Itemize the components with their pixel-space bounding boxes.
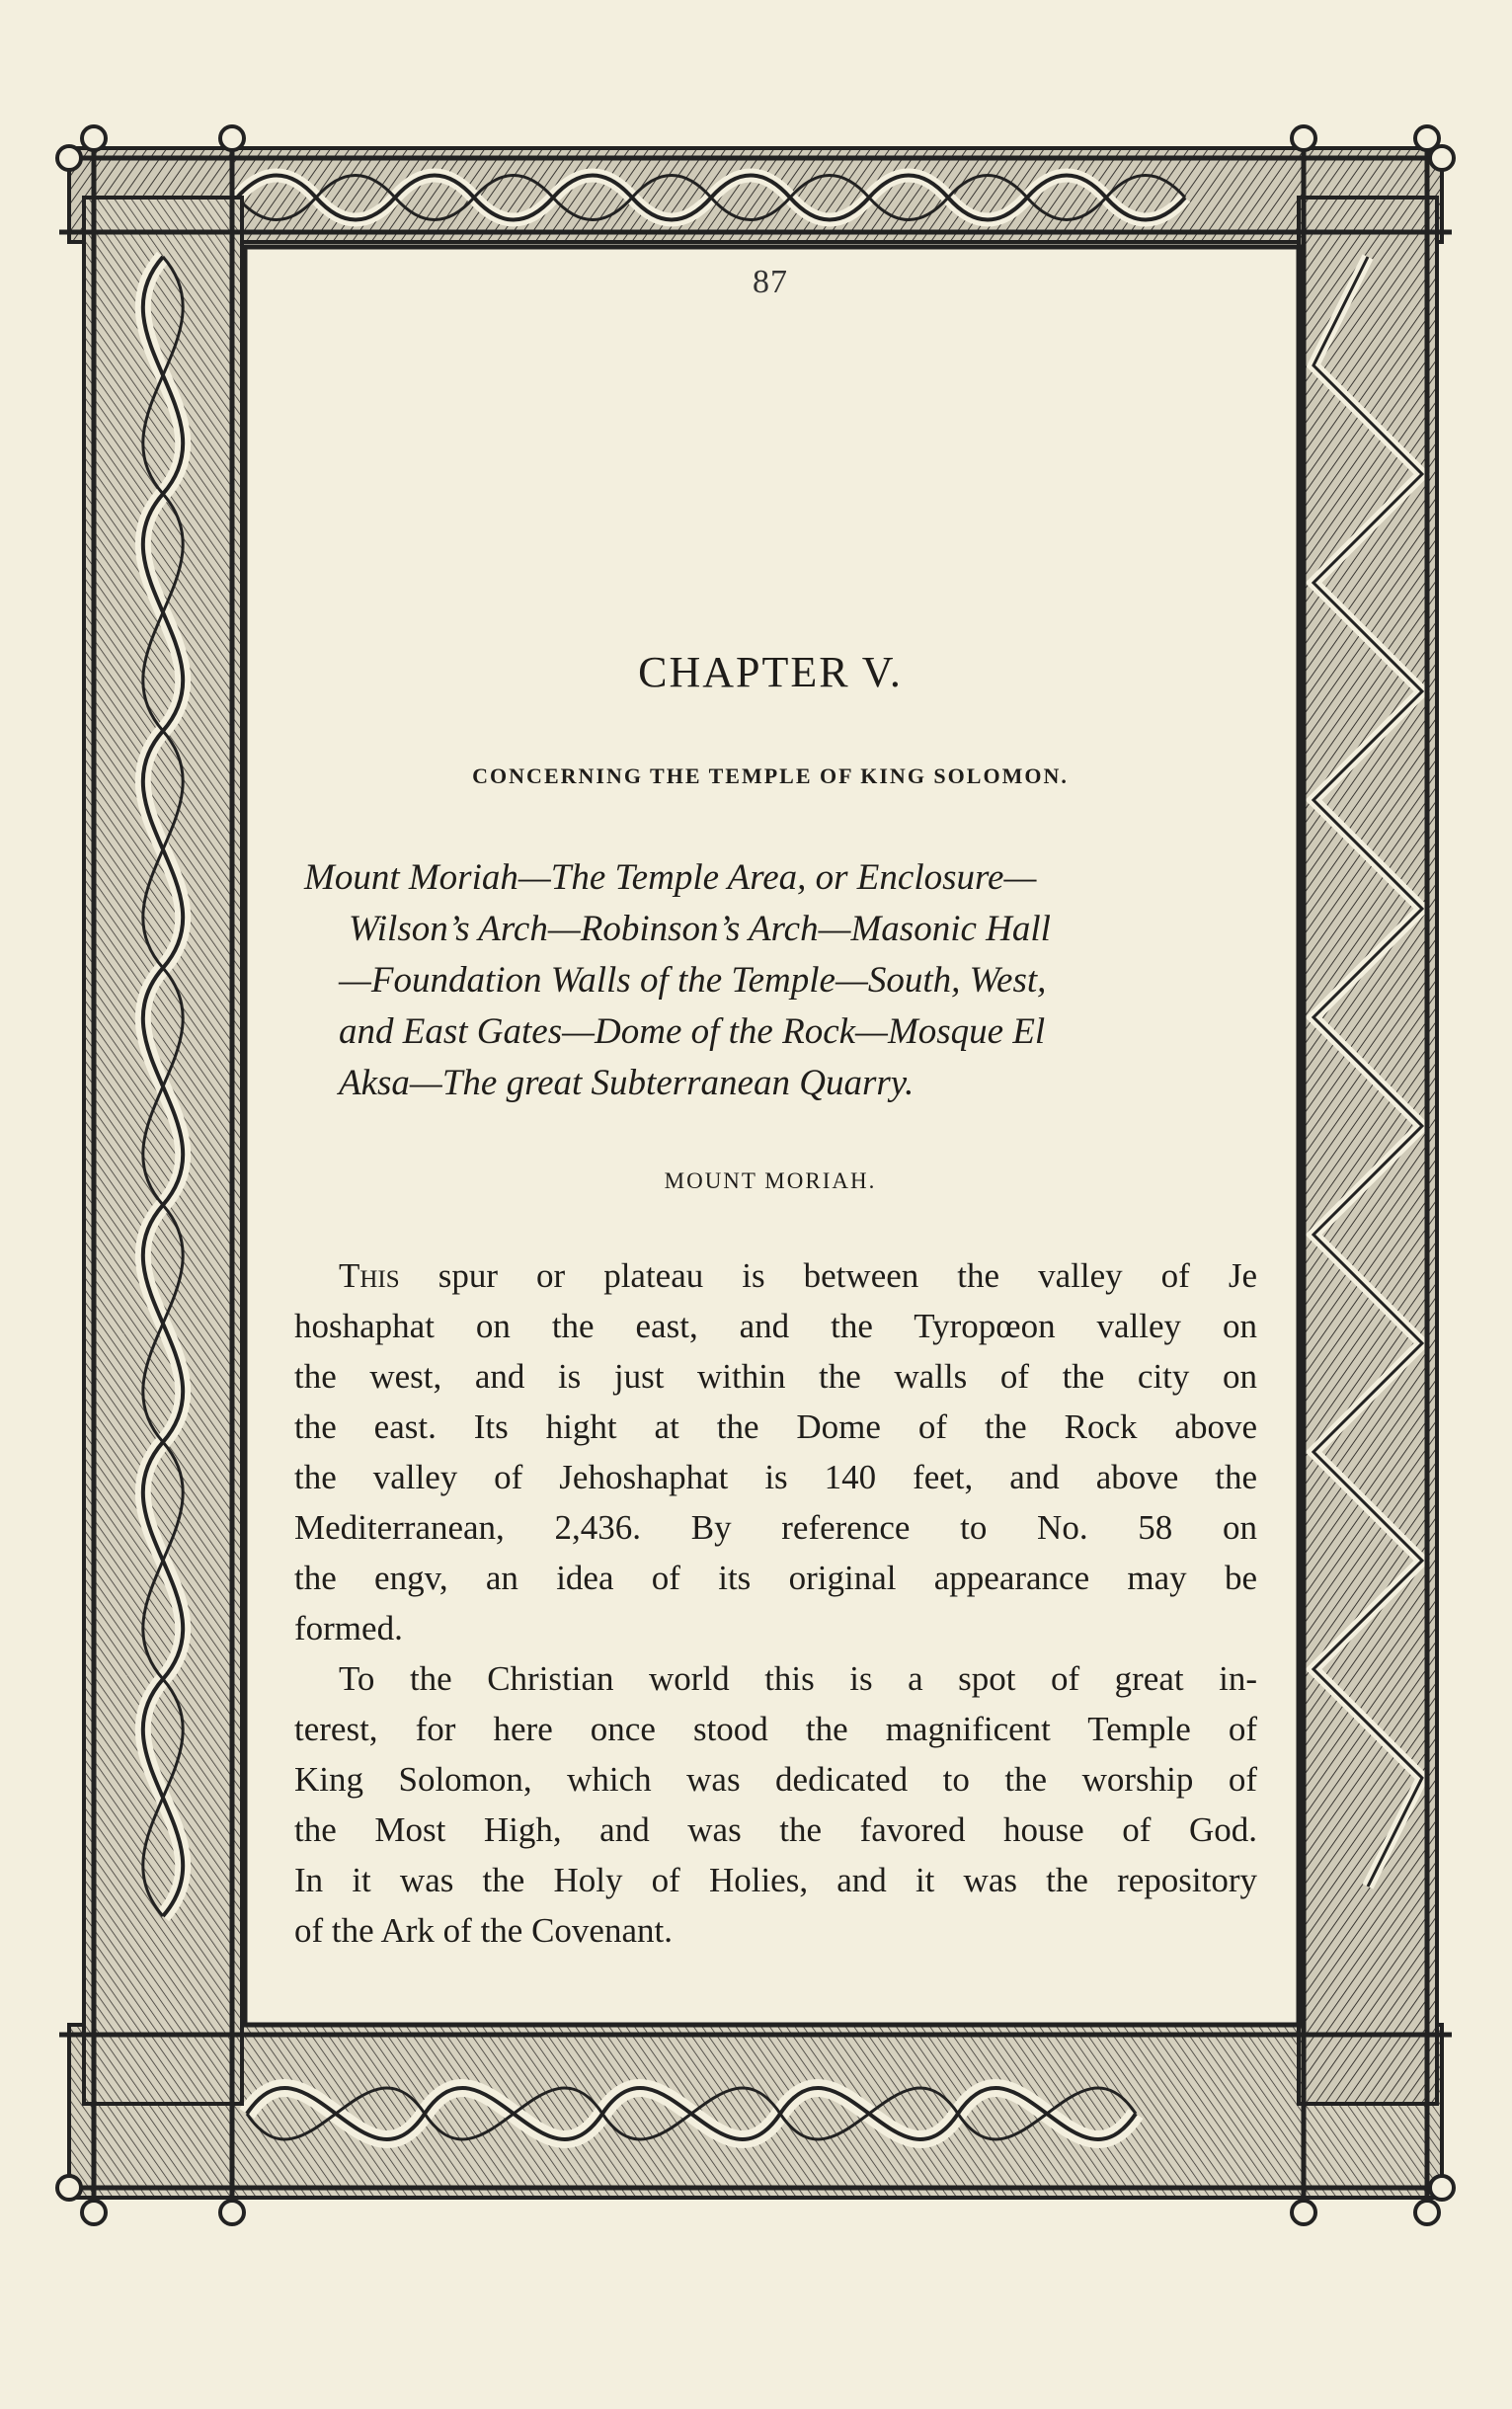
bottom-border-band bbox=[69, 2025, 1442, 2198]
chapter-title: CHAPTER V. bbox=[638, 648, 903, 696]
left-border-column bbox=[84, 198, 242, 2104]
paragraph-line: the west, and is just within the walls of the city on bbox=[294, 1357, 1257, 1396]
synopsis-line: Mount Moriah—The Temple Area, or Enclosure— bbox=[304, 857, 1037, 898]
right-border-column bbox=[1299, 198, 1437, 2104]
paragraph-line: of the Ark of the Covenant. bbox=[294, 1911, 673, 1950]
paragraph-line: the engv, an idea of its original appearance may be bbox=[294, 1559, 1257, 1597]
paragraph-line: hoshaphat on the east, and the Tyropœon valley on bbox=[294, 1307, 1257, 1345]
paragraph-line: This spur or plateau is between the valley of Je bbox=[339, 1256, 1257, 1295]
top-border-band bbox=[69, 148, 1442, 242]
synopsis-line: Wilson’s Arch—Robinson’s Arch—Masonic Hall bbox=[349, 909, 1051, 949]
page-number: 87 bbox=[753, 264, 788, 300]
paragraph-line: In it was the Holy of Holies, and it was the repository bbox=[294, 1861, 1257, 1899]
drop-word: This bbox=[339, 1256, 400, 1295]
paragraph-line: formed. bbox=[294, 1609, 403, 1647]
paragraph-line: the Most High, and was the favored house of God. bbox=[294, 1810, 1257, 1849]
text-panel bbox=[252, 252, 1289, 1950]
paragraph-line: Mediterranean, 2,436. By reference to No. 58 on bbox=[294, 1508, 1257, 1547]
paragraph-line: terest, for here once stood the magnificent Temple of bbox=[294, 1710, 1257, 1748]
synopsis-line: and East Gates—Dome of the Rock—Mosque El bbox=[339, 1011, 1046, 1052]
paragraph-line: To the Christian world this is a spot of great in- bbox=[339, 1659, 1257, 1698]
chapter-heading: CONCERNING THE TEMPLE OF KING SOLOMON. bbox=[472, 763, 1069, 788]
paragraph-line: the east. Its hight at the Dome of the Rock above bbox=[294, 1407, 1257, 1446]
synopsis-line: —Foundation Walls of the Temple—South, West, bbox=[339, 960, 1047, 1001]
paragraph-line: the valley of Jehoshaphat is 140 feet, and above the bbox=[294, 1458, 1257, 1496]
synopsis-line: Aksa—The great Subterranean Quarry. bbox=[339, 1063, 915, 1103]
section-heading: MOUNT MORIAH. bbox=[664, 1168, 877, 1193]
paragraph-line: King Solomon, which was dedicated to the worship of bbox=[294, 1760, 1257, 1799]
